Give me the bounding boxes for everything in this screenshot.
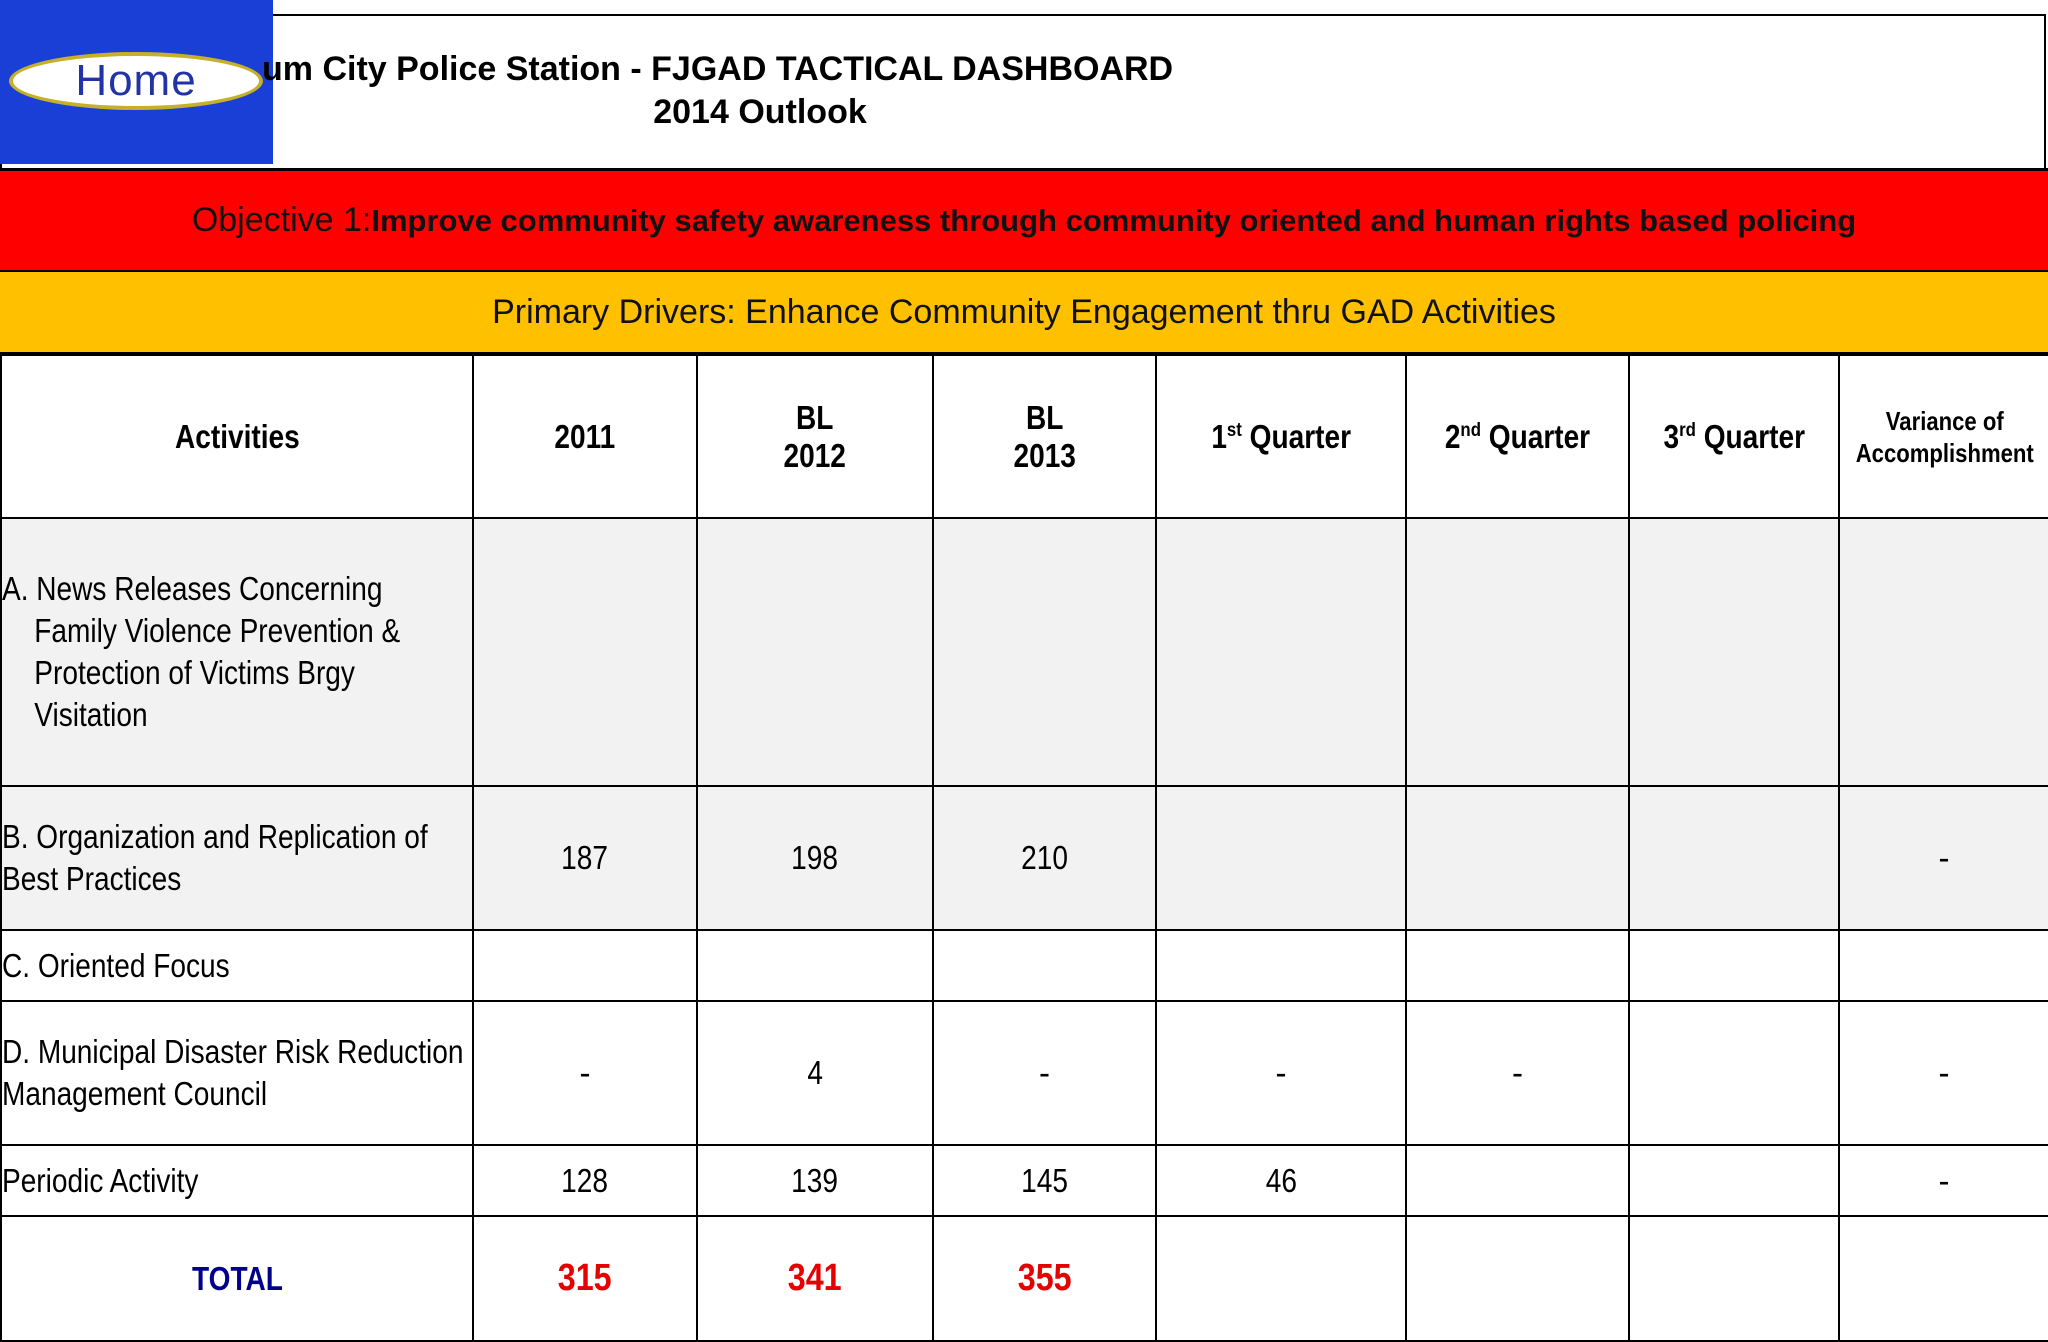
value-2013: - (933, 1001, 1156, 1145)
value-q1: - (1156, 1001, 1406, 1145)
table-row (1, 1145, 2048, 1216)
value-q2 (1406, 1145, 1629, 1216)
header-2011: 2011 (473, 355, 697, 518)
table-row (1, 1001, 2048, 1145)
activity-cell: B. Organization and Replication of Best Practices (1, 786, 473, 930)
header-q2: 2nd Quarter (1406, 355, 1629, 518)
table-row (1, 518, 2048, 786)
value-2013 (933, 518, 1156, 786)
value-q2: - (1406, 1001, 1629, 1145)
total-2011: 315 (473, 1216, 697, 1341)
value-2012 (697, 518, 933, 786)
total-variance (1839, 1216, 2048, 1341)
value-q1: 46 (1156, 1145, 1406, 1216)
value-2013 (933, 930, 1156, 1001)
dashboard-subtitle: 2014 Outlook (653, 93, 867, 131)
table-header-row (1, 355, 2048, 518)
value-variance: - (1839, 1145, 2048, 1216)
value-2011 (473, 518, 697, 786)
value-2011 (473, 930, 697, 1001)
dashboard-header (0, 14, 2046, 168)
value-q3 (1629, 1001, 1839, 1145)
value-variance (1839, 930, 2048, 1001)
value-q2 (1406, 786, 1629, 930)
table-row (1, 930, 2048, 1001)
activity-cell: C. Oriented Focus (1, 930, 473, 1001)
header-q1: 1st Quarter (1156, 355, 1406, 518)
value-q1 (1156, 518, 1406, 786)
value-2012 (697, 930, 933, 1001)
header-q3: 3rd Quarter (1629, 355, 1839, 518)
value-2013: 145 (933, 1145, 1156, 1216)
objective-text: Improve community safety awareness through community oriented and human rights based policing (371, 202, 1857, 238)
value-2011: 187 (473, 786, 697, 930)
header-variance: Variance of Accomplishment (1839, 355, 2048, 518)
total-q1 (1156, 1216, 1406, 1341)
dashboard-title: um City Police Station - FJGAD TACTICAL DASHBOARD (262, 50, 1174, 88)
value-q1 (1156, 930, 1406, 1001)
value-2012: 198 (697, 786, 933, 930)
header-bl-2013: BL 2013 (933, 355, 1156, 518)
value-2013: 210 (933, 786, 1156, 930)
value-q1 (1156, 786, 1406, 930)
activity-cell: D. Municipal Disaster Risk Reduction Management Council (1, 1001, 473, 1145)
table-row (1, 786, 2048, 930)
value-q3 (1629, 786, 1839, 930)
value-2011: 128 (473, 1145, 697, 1216)
header-activities: Activities (1, 355, 473, 518)
home-button[interactable] (9, 52, 263, 110)
value-q3 (1629, 930, 1839, 1001)
objective-banner (0, 168, 2048, 272)
value-2012: 4 (697, 1001, 933, 1145)
value-q2 (1406, 930, 1629, 1001)
total-row (1, 1216, 2048, 1341)
total-2013: 355 (933, 1216, 1156, 1341)
value-q3 (1629, 1145, 1839, 1216)
value-variance (1839, 518, 2048, 786)
total-q2 (1406, 1216, 1629, 1341)
value-q3 (1629, 518, 1839, 786)
value-variance: - (1839, 786, 2048, 930)
header-bl-2012: BL 2012 (697, 355, 933, 518)
total-2012: 341 (697, 1216, 933, 1341)
total-q3 (1629, 1216, 1839, 1341)
primary-drivers-banner: Primary Drivers: Enhance Community Engagement thru GAD Activities (0, 272, 2048, 354)
value-variance: - (1839, 1001, 2048, 1145)
home-panel (0, 0, 273, 164)
activity-cell: A. News Releases Concerning Family Violence Prevention & Protection of Victims Brgy Visitation (1, 518, 473, 786)
home-button-label: Home (75, 56, 197, 105)
total-label: TOTAL (1, 1216, 473, 1341)
activity-cell: Periodic Activity (1, 1145, 473, 1216)
value-2011: - (473, 1001, 697, 1145)
activities-table (0, 354, 2048, 1342)
objective-label: Objective 1: (191, 201, 372, 239)
value-2012: 139 (697, 1145, 933, 1216)
value-q2 (1406, 518, 1629, 786)
